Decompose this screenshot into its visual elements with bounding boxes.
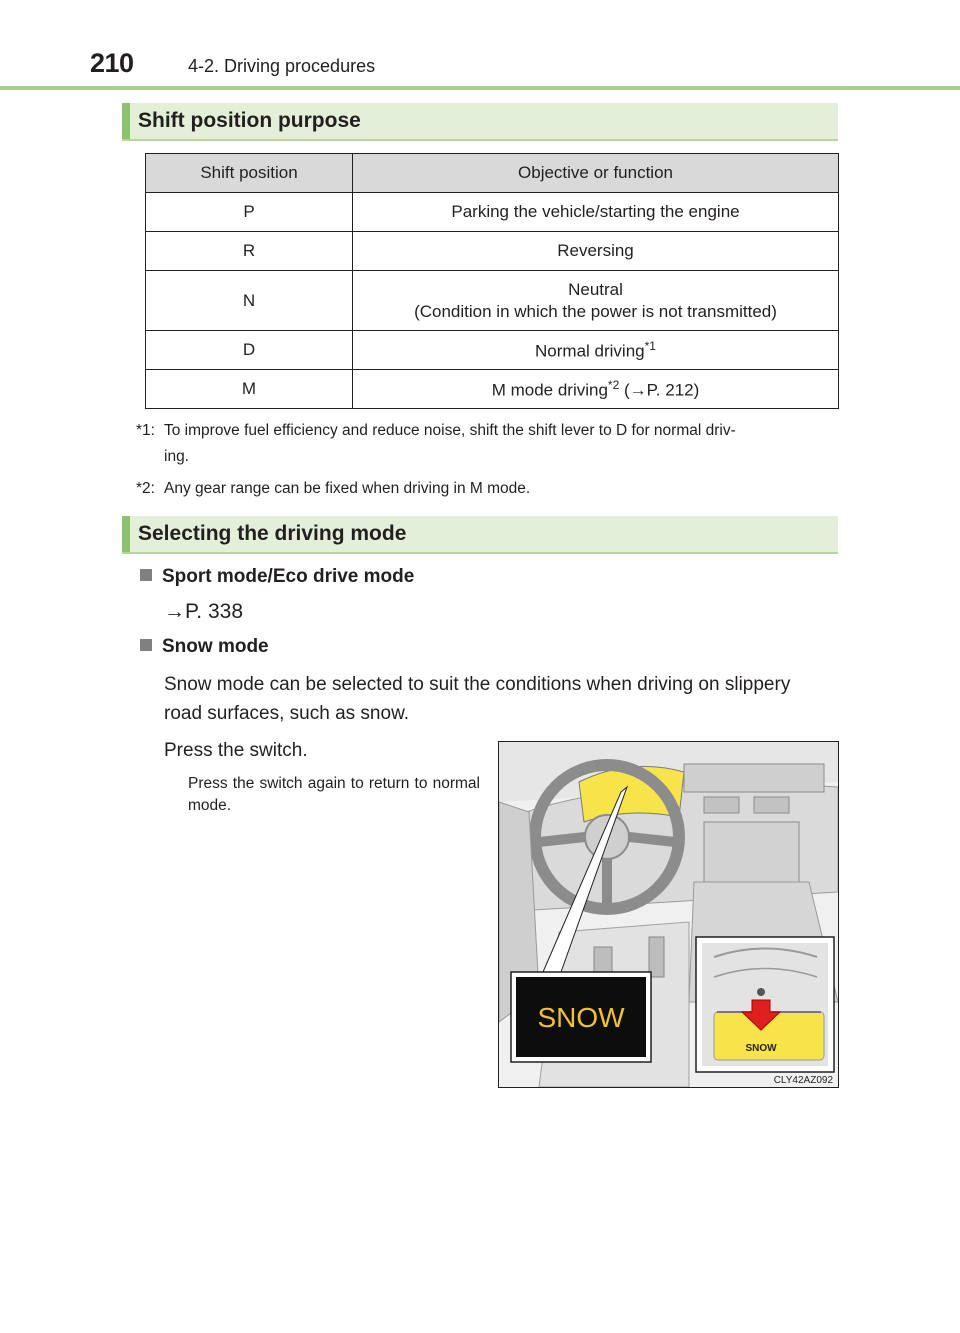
snow-switch-label: SNOW bbox=[745, 1043, 777, 1054]
bullet-square-icon bbox=[140, 569, 152, 581]
function-cell bbox=[353, 271, 839, 331]
section-accent bbox=[122, 516, 130, 552]
section-heading-selecting-driving-mode bbox=[122, 516, 838, 554]
table-row bbox=[146, 331, 839, 370]
function-text: Normal driving bbox=[535, 341, 645, 361]
page-reference-link[interactable]: →P. 338 bbox=[164, 600, 244, 623]
subheading-text: Sport mode/Eco drive mode bbox=[162, 566, 415, 587]
footnote-mark: *1: bbox=[136, 422, 155, 439]
table-header-row bbox=[146, 154, 839, 193]
table-row bbox=[146, 193, 839, 232]
function-cell bbox=[353, 331, 839, 370]
function-cell: Parking the vehicle/starting the engine bbox=[353, 193, 839, 232]
shift-position-cell: P bbox=[146, 193, 353, 232]
section-title: Shift position purpose bbox=[138, 109, 361, 132]
function-text: M mode driving bbox=[491, 380, 608, 400]
note-text: Press the switch again to return to normal mode. bbox=[188, 775, 480, 814]
subheading-text: Snow mode bbox=[162, 636, 269, 657]
table-row bbox=[146, 232, 839, 271]
function-cell bbox=[353, 370, 839, 409]
description-line: road surfaces, such as snow. bbox=[164, 703, 410, 724]
bullet-square-icon bbox=[140, 639, 152, 651]
function-line: (Condition in which the power is not transmitted) bbox=[414, 301, 777, 321]
footnote bbox=[136, 418, 836, 470]
instruction-text: Press the switch. bbox=[164, 740, 308, 761]
shift-position-cell: N bbox=[146, 271, 353, 331]
table-row bbox=[146, 370, 839, 409]
function-line: Neutral bbox=[568, 279, 623, 299]
footnote-text: To improve fuel efficiency and reduce noise, shift the shift lever to D for normal driv- bbox=[164, 422, 736, 439]
shift-position-cell: D bbox=[146, 331, 353, 370]
shift-position-cell: R bbox=[146, 232, 353, 271]
figure-code: CLY42AZ092 bbox=[773, 1075, 833, 1086]
footnote bbox=[136, 476, 836, 502]
section-accent bbox=[122, 103, 130, 139]
snow-switch-illustration bbox=[498, 741, 839, 1088]
dashboard-drawing bbox=[499, 742, 838, 1087]
footnote-marker: *2 bbox=[607, 377, 620, 392]
description-line: Snow mode can be selected to suit the conditions when driving on slippery bbox=[164, 674, 791, 695]
snow-display-label: SNOW bbox=[537, 1002, 625, 1033]
shift-position-table bbox=[145, 153, 839, 409]
page-header bbox=[0, 0, 960, 90]
chapter-title: 4-2. Driving procedures bbox=[188, 56, 376, 76]
table-row bbox=[146, 271, 839, 331]
section-title: Selecting the driving mode bbox=[138, 522, 407, 545]
subheading-sport-mode bbox=[140, 566, 414, 588]
footnote-marker: *1 bbox=[644, 338, 656, 353]
snow-mode-description bbox=[164, 670, 836, 728]
table-header-cell: Shift position bbox=[146, 154, 353, 193]
footnote-text: Any gear range can be fixed when driving in M mode. bbox=[164, 480, 531, 497]
table-header-cell: Objective or function bbox=[353, 154, 839, 193]
header-rule bbox=[0, 86, 960, 90]
footnote-continuation: ing. bbox=[164, 448, 189, 465]
footnote-mark: *2: bbox=[136, 480, 155, 497]
page-number: 210 bbox=[90, 48, 134, 78]
subheading-snow-mode bbox=[140, 636, 269, 658]
shift-position-cell: M bbox=[146, 370, 353, 409]
section-heading-shift-position-purpose bbox=[122, 103, 838, 141]
function-cell: Reversing bbox=[353, 232, 839, 271]
page-reference: (→P. 212) bbox=[619, 380, 700, 400]
